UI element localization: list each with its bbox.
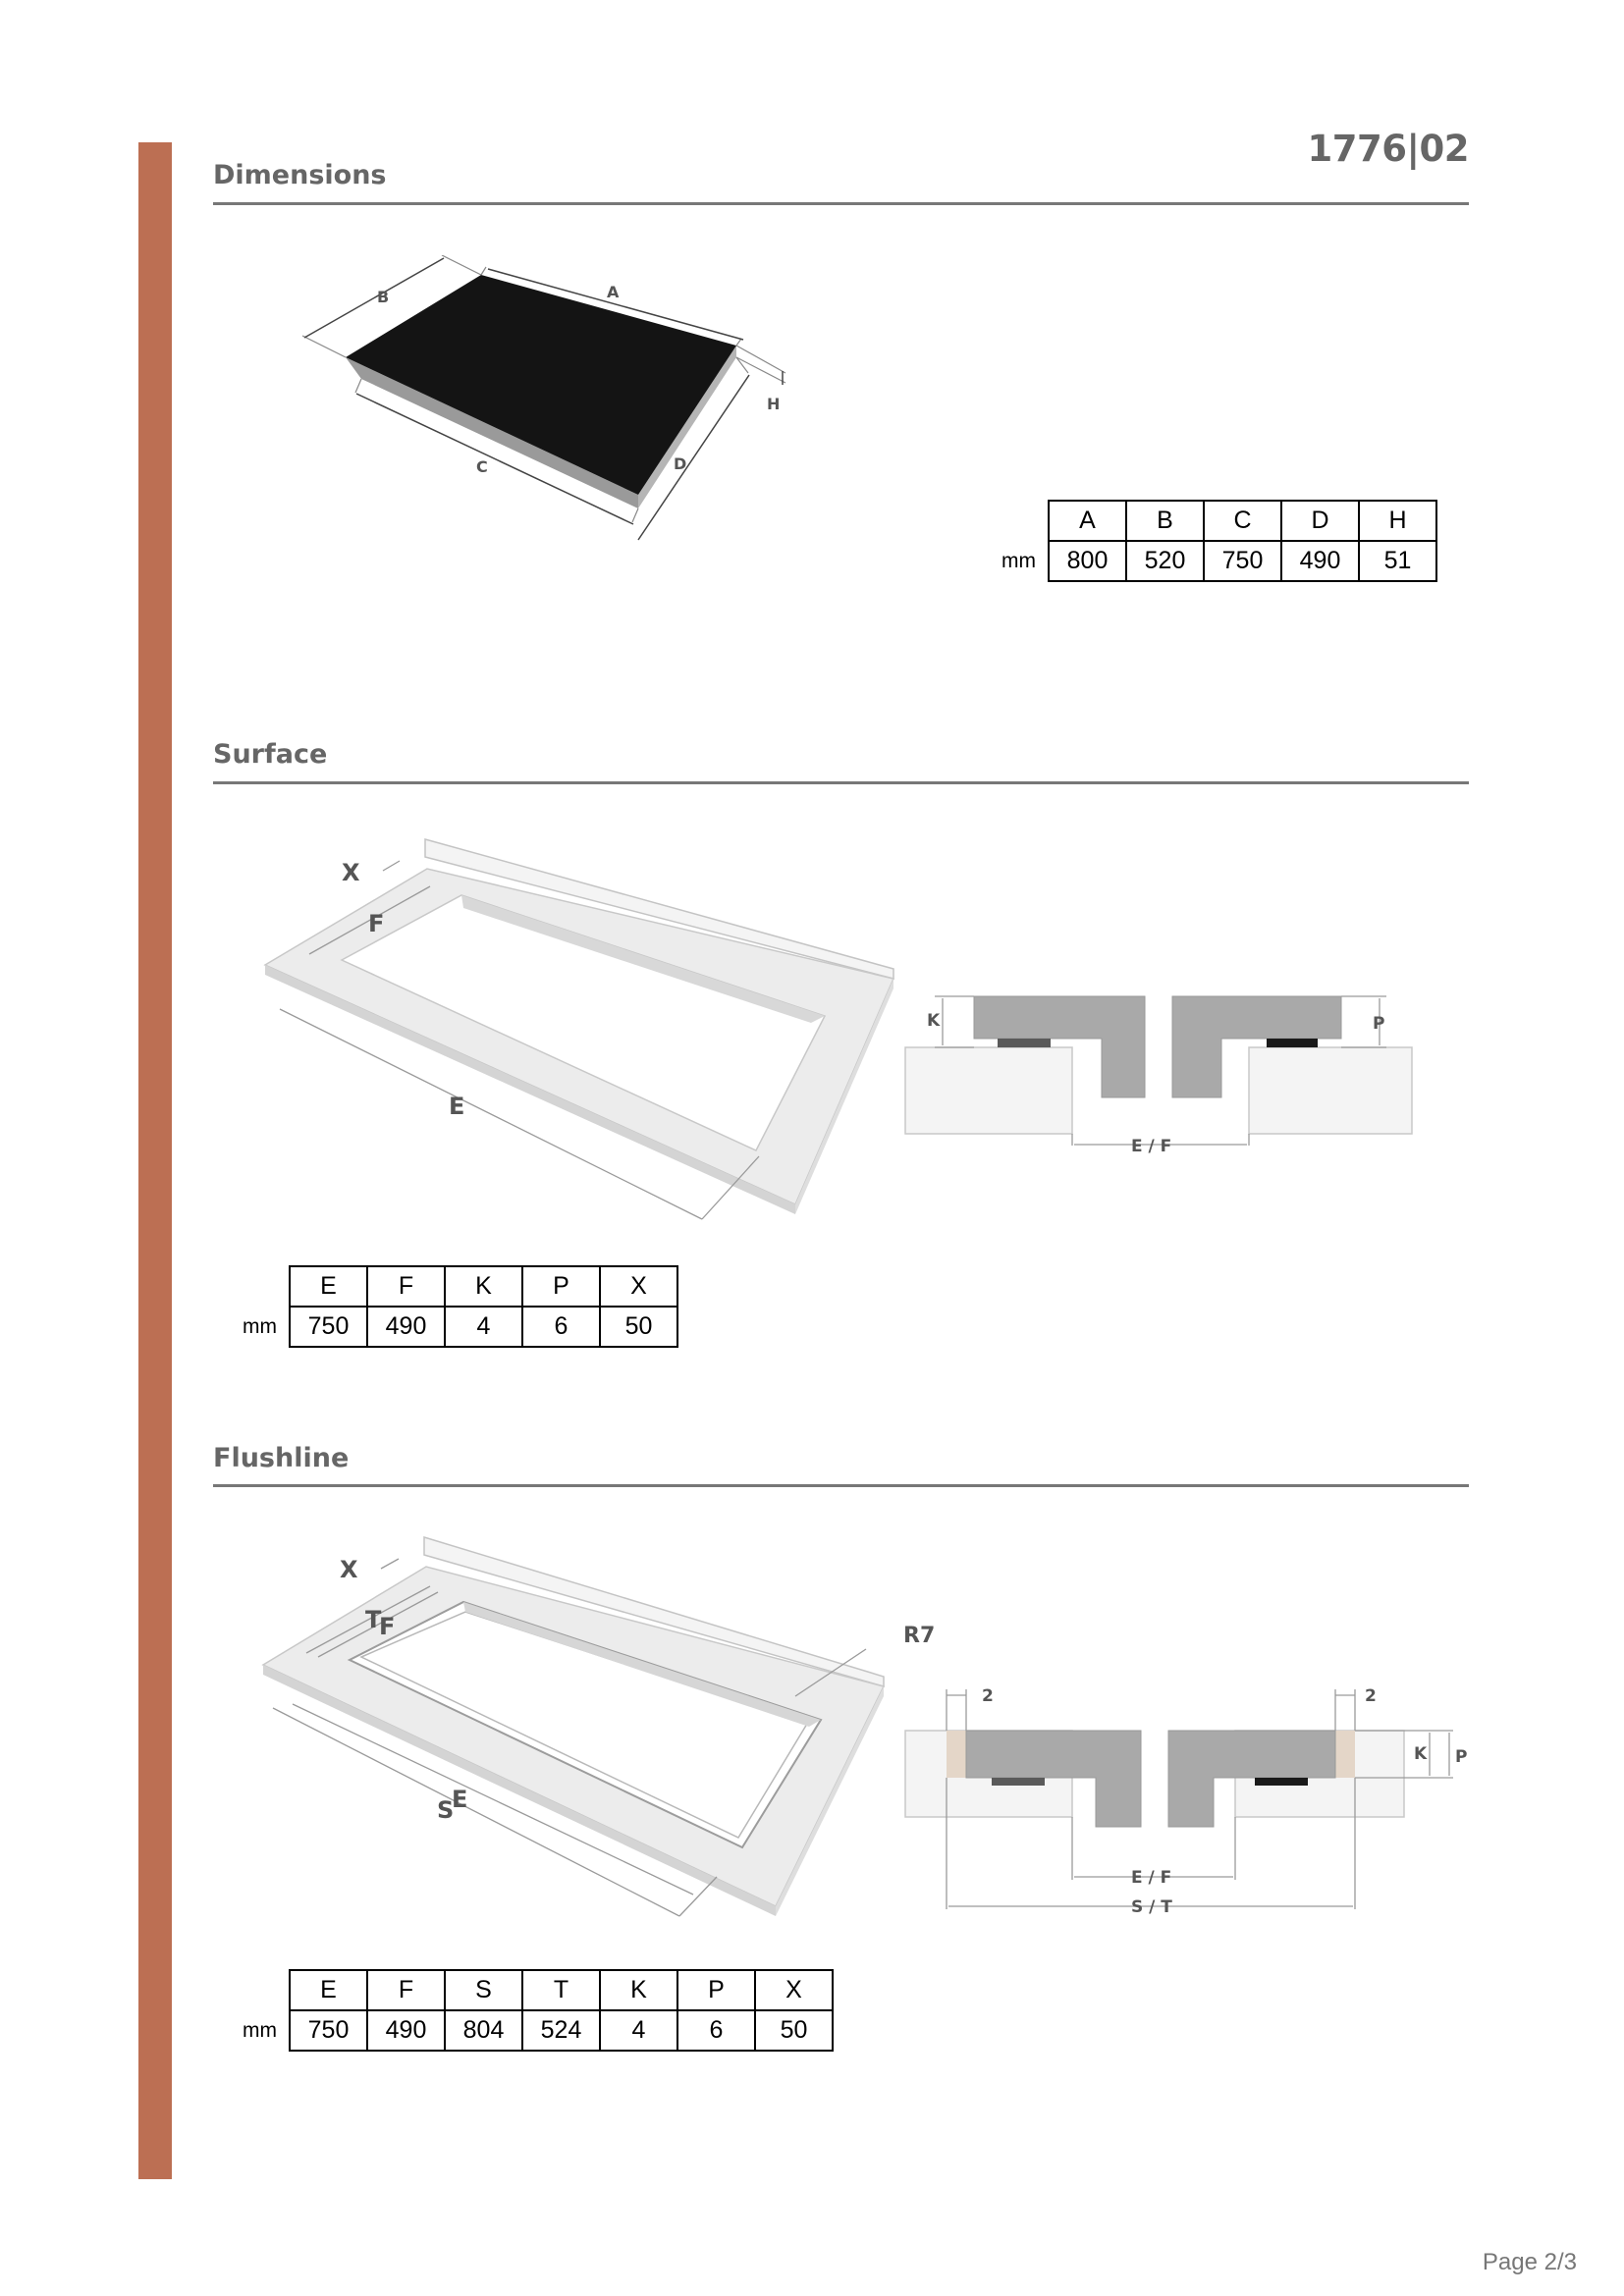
label-f: F <box>379 1613 396 1640</box>
flushline-cutout-figure <box>255 1531 962 1944</box>
label-ef: E / F <box>1131 1868 1172 1888</box>
surface-header-e: E <box>290 1266 367 1307</box>
dimensions-header-a: A <box>1049 501 1126 541</box>
dimensions-header-h: H <box>1359 501 1436 541</box>
hob-dimensions-figure <box>295 255 805 550</box>
accent-sidebar-bar <box>138 142 172 2179</box>
surface-value-x: 50 <box>600 1307 677 1347</box>
label-r7: R7 <box>903 1624 936 1648</box>
flushline-value-f: 490 <box>367 2010 445 2051</box>
flushline-value-p: 6 <box>677 2010 755 2051</box>
surface-table <box>213 1265 678 1348</box>
flushline-header-s: S <box>445 1970 522 2010</box>
surface-value-p: 6 <box>522 1307 600 1347</box>
flushline-value-e: 750 <box>290 2010 367 2051</box>
label-e: E <box>452 1786 468 1813</box>
dim-line-x <box>383 861 400 871</box>
label-h: H <box>767 395 781 413</box>
section-divider <box>213 1484 1469 1487</box>
section-title-flushline: Flushline <box>213 1443 350 1473</box>
section-divider <box>213 781 1469 784</box>
dimensions-header-c: C <box>1204 501 1281 541</box>
flushline-header-f: F <box>367 1970 445 2010</box>
label-b: B <box>377 288 390 306</box>
label-e: E <box>449 1093 465 1120</box>
surface-cutout-figure <box>255 829 903 1242</box>
flushline-value-x: 50 <box>755 2010 833 2051</box>
label-k: K <box>1414 1744 1428 1764</box>
label-t: T <box>365 1606 382 1633</box>
label-p: P <box>1455 1747 1468 1767</box>
label-k: K <box>927 1011 941 1031</box>
dimensions-value-b: 520 <box>1126 541 1204 581</box>
flushline-header-x: X <box>755 1970 833 2010</box>
surface-header-f: F <box>367 1266 445 1307</box>
surface-countertop <box>265 869 893 1204</box>
label-d: D <box>674 454 687 473</box>
label-x: X <box>342 859 360 886</box>
dimensions-value-h: 51 <box>1359 541 1436 581</box>
label-two-right: 2 <box>1365 1686 1377 1706</box>
label-ef: E / F <box>1131 1137 1172 1156</box>
label-st: S / T <box>1131 1897 1172 1917</box>
flushline-header-e: E <box>290 1970 367 2010</box>
label-s: S <box>437 1796 455 1824</box>
surface-header-x: X <box>600 1266 677 1307</box>
label-a: A <box>607 283 620 301</box>
flushline-value-k: 4 <box>600 2010 677 2051</box>
flushline-value-s: 804 <box>445 2010 522 2051</box>
flushline-value-t: 524 <box>522 2010 600 2051</box>
dimensions-header-b: B <box>1126 501 1204 541</box>
label-two-left: 2 <box>982 1686 994 1706</box>
label-x: X <box>340 1556 358 1583</box>
page-number: Page 2/3 <box>1482 2249 1577 2275</box>
section-divider <box>213 202 1469 205</box>
flushline-header-t: T <box>522 1970 600 2010</box>
surface-header-p: P <box>522 1266 600 1307</box>
document-number: 1776|02 <box>1307 128 1469 170</box>
label-c: C <box>476 457 488 476</box>
flushline-table <box>213 1969 834 2052</box>
surface-value-f: 490 <box>367 1307 445 1347</box>
section-title-surface: Surface <box>213 739 328 770</box>
flushline-header-p: P <box>677 1970 755 2010</box>
dimensions-value-d: 490 <box>1281 541 1359 581</box>
dimensions-value-c: 750 <box>1204 541 1281 581</box>
dimensions-value-a: 800 <box>1049 541 1126 581</box>
flushline-countertop <box>263 1567 884 1906</box>
dimensions-table <box>972 500 1437 582</box>
surface-value-e: 750 <box>290 1307 367 1347</box>
label-f: F <box>368 910 385 937</box>
dimensions-unit: mm <box>1001 549 1036 572</box>
surface-unit: mm <box>243 1314 277 1338</box>
label-p: P <box>1373 1014 1385 1034</box>
surface-value-k: 4 <box>445 1307 522 1347</box>
flushline-header-k: K <box>600 1970 677 2010</box>
flushline-unit: mm <box>243 2018 277 2042</box>
section-title-dimensions: Dimensions <box>213 160 387 190</box>
surface-header-k: K <box>445 1266 522 1307</box>
flushline-section-figure <box>903 1674 1473 1929</box>
surface-section-figure <box>903 987 1414 1173</box>
dimensions-header-d: D <box>1281 501 1359 541</box>
